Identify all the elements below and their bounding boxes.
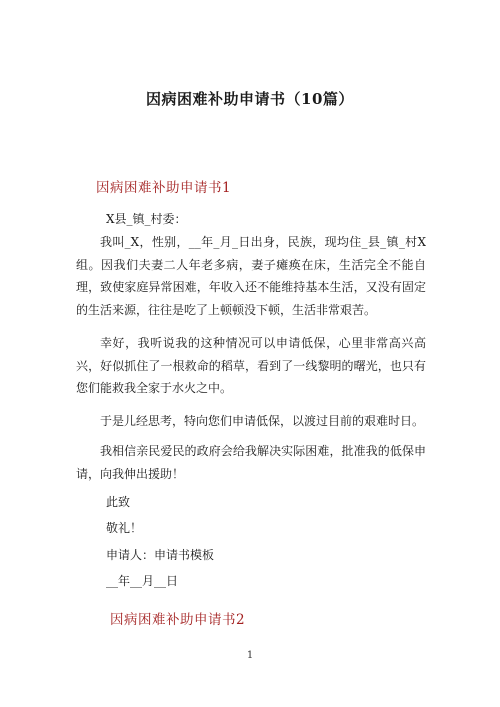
paragraph-2: 幸好，我听说我的这种情况可以申请低保，心里非常高兴高兴，好似抓住了一根救命的稻草，看到了一线黎明的曙光，也只有您们能救我全家于水火之中。 xyxy=(76,336,426,395)
closing-greeting: 此致 xyxy=(106,495,131,509)
paragraph-3: 于是儿经思考，特向您们申请低保，以渡过目前的艰难时日。 xyxy=(100,414,425,428)
applicant-line: 申请人：申请书模板 xyxy=(106,548,215,562)
date-line: __年__月__日 xyxy=(106,574,179,588)
section-heading-1: 因病困难补助申请书1 xyxy=(96,180,232,196)
paragraph-4: 我相信亲民爱民的政府会给我解决实际困难，批准我的低保申请，向我伸出援助！ xyxy=(76,444,426,481)
paragraph-1: 我叫_X，性别，__年_月_日出身，民族，现均住_县_镇_村X组。因我们夫妻二人年老多病，妻子瘫痪在床，生活完全不能自理，致使家庭异常困难，年收入还不能维持基本生活，又没有固定的生活来源，往往是吃了上顿顿没下顿，生活非常艰苦。 xyxy=(76,235,426,317)
salutation: X县_镇_村委： xyxy=(106,212,187,226)
section-heading-2: 因病困难补助申请书2 xyxy=(110,612,246,628)
page-number: 1 xyxy=(246,650,254,661)
closing-salute: 敬礼！ xyxy=(106,521,143,535)
document-title: 因病困难补助申请书（10篇） xyxy=(146,90,354,108)
